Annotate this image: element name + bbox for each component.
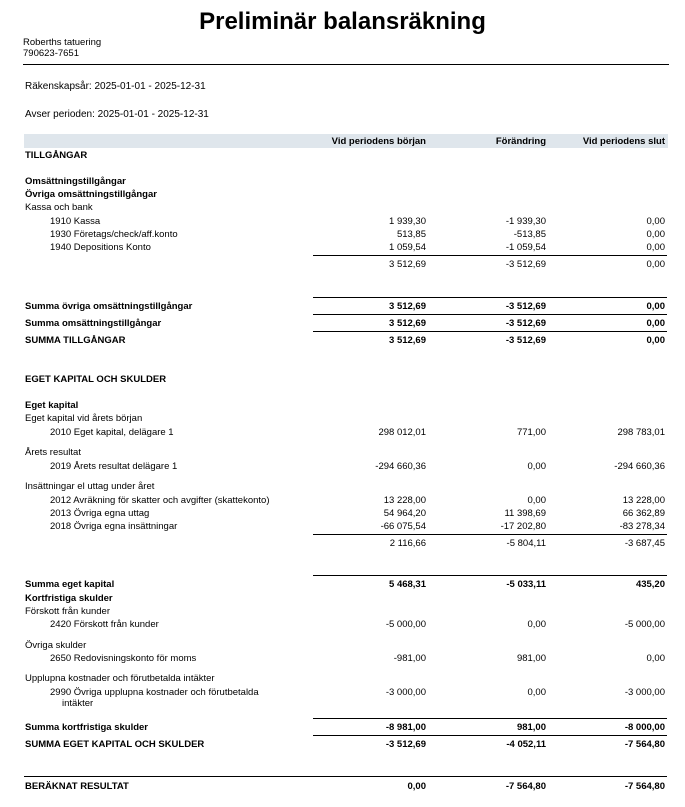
sum-row: Summa omsättningstillgångar 3 512,69 -3 512,69 0,00 xyxy=(25,318,665,329)
column-header-change: Förändring xyxy=(495,136,546,147)
account-row: 2019 Årets resultat delägare 1 -294 660,36 0,00 -294 660,36 xyxy=(50,461,665,472)
subgroup-heading: Eget kapital vid årets början xyxy=(25,413,143,424)
sum-divider xyxy=(313,718,667,719)
account-row: 2013 Övriga egna uttag 54 964,20 11 398,69 66 362,89 xyxy=(50,508,665,519)
group-heading: Kortfristiga skulder xyxy=(25,593,113,604)
sum-row: Summa eget kapital 5 468,31 -5 033,11 435,20 xyxy=(25,579,665,590)
total-row: SUMMA TILLGÅNGAR 3 512,69 -3 512,69 0,00 xyxy=(25,335,665,346)
sum-divider xyxy=(313,297,667,298)
account-row: 2420 Förskott från kunder -5 000,00 0,00 -5 000,00 xyxy=(50,619,665,630)
sum-divider xyxy=(313,314,667,315)
subtotal-divider xyxy=(313,255,667,256)
sum-divider xyxy=(313,331,667,332)
account-row: 1940 Depositions Konto 1 059,54 -1 059,54 0,00 xyxy=(50,242,665,253)
sum-row: Summa övriga omsättningstillgångar 3 512,69 -3 512,69 0,00 xyxy=(25,301,665,312)
account-row: 1930 Företags/check/aff.konto 513,85 -513,85 0,00 xyxy=(50,229,665,240)
account-row: 2018 Övriga egna insättningar -66 075,54 -17 202,80 -83 278,34 xyxy=(50,521,665,532)
subtotal-row: 3 512,69 -3 512,69 0,00 xyxy=(389,259,665,270)
column-header-end: Vid periodens slut xyxy=(582,136,665,147)
header-divider xyxy=(23,64,669,65)
sum-row: Summa kortfristiga skulder -8 981,00 981,00 -8 000,00 xyxy=(25,722,665,733)
page-title: Preliminär balansräkning xyxy=(199,8,486,35)
column-header-start: Vid periodens början xyxy=(331,136,426,147)
subtotal-divider xyxy=(313,534,667,535)
subgroup-heading: Övriga skulder xyxy=(25,640,87,651)
report-period: Avser perioden: 2025-01-01 - 2025-12-31 xyxy=(25,109,209,120)
company-name: Roberths tatuering xyxy=(23,37,102,48)
subgroup-heading: Årets resultat xyxy=(25,447,81,458)
subgroup-heading: Förskott från kunder xyxy=(25,606,111,617)
group-heading: Eget kapital xyxy=(25,400,79,411)
subgroup-heading: Insättningar el uttag under året xyxy=(25,481,155,492)
fiscal-year: Räkenskapsår: 2025-01-01 - 2025-12-31 xyxy=(25,81,206,92)
account-row: 2010 Eget kapital, delägare 1 298 012,01 771,00 298 783,01 xyxy=(50,427,665,438)
account-row: 2650 Redovisningskonto för moms -981,00 981,00 0,00 xyxy=(50,653,665,664)
account-row: 2990 Övriga upplupna kostnader och förutbetalda -3 000,00 0,00 -3 000,00 xyxy=(50,687,665,698)
section-heading-assets: TILLGÅNGAR xyxy=(25,150,88,161)
subtotal-row: 2 116,66 -5 804,11 -3 687,45 xyxy=(389,538,665,549)
subgroup-heading: Kassa och bank xyxy=(25,202,93,213)
column-headers xyxy=(0,135,685,148)
account-row: 1910 Kassa 1 939,30 -1 939,30 0,00 xyxy=(50,216,665,227)
group-heading: Övriga omsättningstillgångar xyxy=(25,189,157,200)
sum-divider xyxy=(313,575,667,576)
section-heading-equity-liabilities: EGET KAPITAL OCH SKULDER xyxy=(25,374,167,385)
group-heading: Omsättningstillgångar xyxy=(25,176,126,187)
computed-result-row: BERÄKNAT RESULTAT 0,00 -7 564,80 -7 564,80 xyxy=(25,781,665,792)
company-org-number: 790623-7651 xyxy=(23,48,79,59)
result-divider xyxy=(24,776,667,777)
account-row-continuation: intäkter xyxy=(62,698,94,709)
account-row: 2012 Avräkning för skatter och avgifter (skattekonto) 13 228,00 0,00 13 228,00 xyxy=(50,495,665,506)
total-row: SUMMA EGET KAPITAL OCH SKULDER -3 512,69 -4 052,11 -7 564,80 xyxy=(25,739,665,750)
subgroup-heading: Upplupna kostnader och förutbetalda intäkter xyxy=(25,673,215,684)
sum-divider xyxy=(313,735,667,736)
